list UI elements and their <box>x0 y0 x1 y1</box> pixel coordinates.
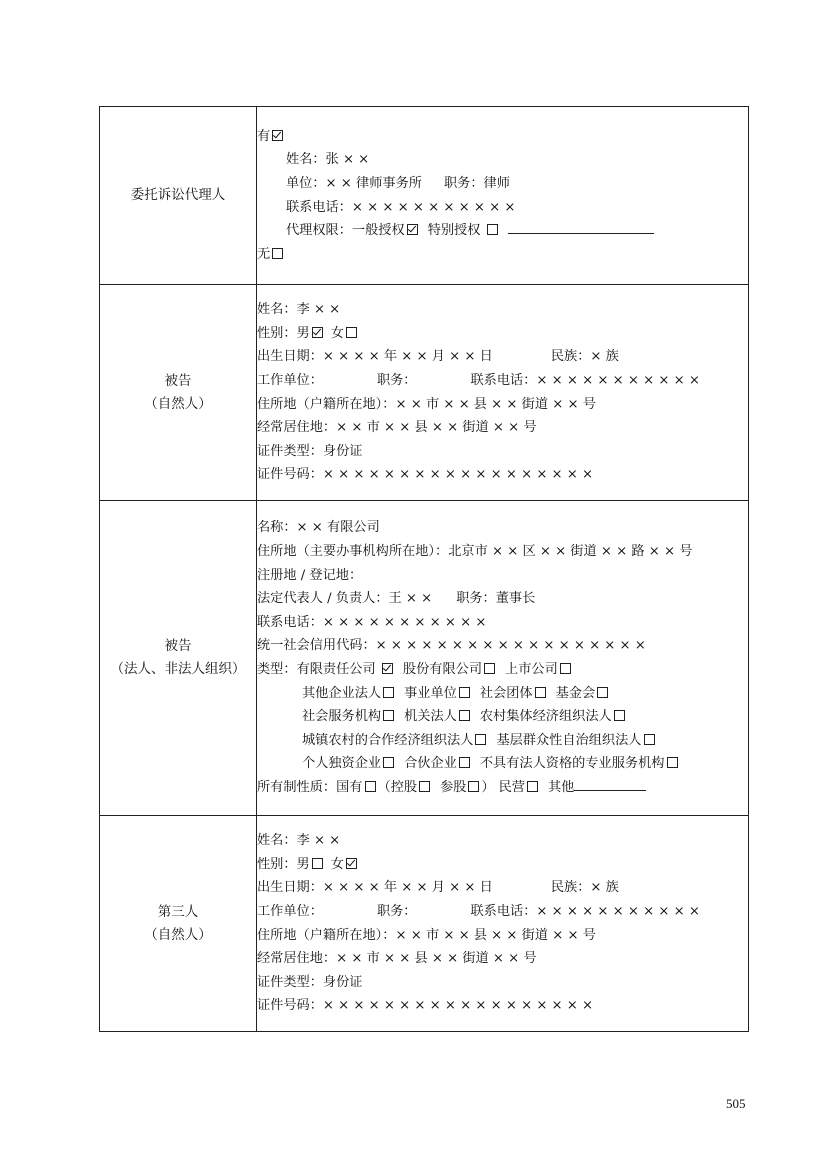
dp-work-unit: 工作单位： <box>257 372 323 388</box>
type-llc-checkbox[interactable] <box>382 663 393 674</box>
tp-name: 姓名：李 × × <box>257 833 341 849</box>
agent-label-cell <box>100 107 257 285</box>
general-authority-checkbox[interactable] <box>407 224 418 235</box>
page-number: 505 <box>726 1096 746 1111</box>
type-other-enterprise: 其他企业法人 <box>302 685 382 701</box>
private-label: 民营 <box>498 779 525 795</box>
agent-has-label: 有 <box>257 128 271 144</box>
type-partnership: 合伙企业 <box>404 756 457 772</box>
tp-position: 职务： <box>376 903 417 919</box>
type-rural-collective-checkbox[interactable] <box>614 710 625 721</box>
share-label: 参股 <box>440 779 467 795</box>
tp-domicile: 住所地（户籍所在地）：× × 市 × × 县 × × 街道 × × 号 <box>257 927 596 943</box>
tp-id-type: 证件类型：身份证 <box>257 974 363 990</box>
holding-checkbox[interactable] <box>419 781 430 792</box>
state-owned-checkbox[interactable] <box>365 781 376 792</box>
dp-position: 职务： <box>376 372 417 388</box>
tp-gender: 性别：男 <box>257 856 310 872</box>
defendant-org-row <box>100 501 749 816</box>
dp-birth: 出生日期：× × × × 年 × × 月 × × 日 <box>257 349 493 365</box>
type-rural-collective: 农村集体经济组织法人 <box>479 709 612 725</box>
type-listed: 上市公司 <box>505 662 558 677</box>
org-rep: 法定代表人 / 负责人：王 × × <box>257 591 433 607</box>
agent-phone: 联系电话：× × × × × × × × × × × <box>286 199 516 215</box>
type-public-institution: 事业单位 <box>404 685 457 701</box>
type-sole-proprietor: 个人独资企业 <box>302 756 382 772</box>
third-party-label-cell <box>100 816 257 1032</box>
dp-id-type: 证件类型：身份证 <box>257 443 363 459</box>
dp-female-label: 女 <box>330 325 344 341</box>
defendant-person-content-cell <box>257 285 749 501</box>
agent-none-checkbox[interactable] <box>272 248 283 259</box>
third-party-sublabel: （自然人） <box>144 926 212 943</box>
agent-label: 委托诉讼代理人 <box>130 187 226 203</box>
defendant-person-label-cell <box>100 285 257 501</box>
type-cooperative-checkbox[interactable] <box>475 734 486 745</box>
org-domicile: 住所地（主要办事机构所在地）：北京市 × × 区 × × 街道 × × 路 × × 号 <box>257 544 693 560</box>
type-partnership-checkbox[interactable] <box>459 757 470 768</box>
type-listed-checkbox[interactable] <box>560 663 571 674</box>
defendant-person-label: 被告 <box>164 372 192 389</box>
org-name: 名称：× × 有限公司 <box>257 520 380 536</box>
org-registered: 注册地 / 登记地： <box>257 567 363 583</box>
type-professional-service-checkbox[interactable] <box>667 757 678 768</box>
litigation-form-table <box>99 106 749 1032</box>
type-joint-stock: 股份有限公司 <box>402 662 483 677</box>
type-foundation: 基金会 <box>555 685 596 701</box>
agent-unit: 单位：× × 律师事务所 <box>286 175 422 191</box>
type-cooperative: 城镇农村的合作经济组织法人 <box>302 732 474 748</box>
ownership-prefix: 所有制性质：国有 <box>257 779 363 795</box>
other-ownership-label: 其他 <box>548 779 575 795</box>
type-sole-proprietor-checkbox[interactable] <box>383 757 394 768</box>
agent-content-cell <box>257 107 749 285</box>
other-ownership-blank[interactable] <box>574 780 646 791</box>
third-party-row <box>100 816 749 1032</box>
org-rep-position: 职务：董事长 <box>456 591 536 607</box>
type-social-service-checkbox[interactable] <box>383 710 394 721</box>
share-checkbox[interactable] <box>468 781 479 792</box>
defendant-org-label: 被告 <box>164 638 192 654</box>
agent-has-checkbox[interactable] <box>272 130 283 141</box>
org-credit-code: 统一社会信用代码：× × × × × × × × × × × × × × × × × × <box>257 638 646 654</box>
agent-none-label: 无 <box>257 246 271 262</box>
agent-authority: 代理权限：一般授权 <box>286 223 405 239</box>
type-joint-stock-checkbox[interactable] <box>484 663 495 674</box>
type-foundation-checkbox[interactable] <box>597 687 608 698</box>
defendant-person-row <box>100 285 749 501</box>
dp-gender: 性别：男 <box>257 325 310 341</box>
type-social-service: 社会服务机构 <box>302 709 382 725</box>
dp-domicile: 住所地（户籍所在地）：× × 市 × × 县 × × 街道 × × 号 <box>257 396 596 412</box>
holding-label: （控股 <box>377 779 418 795</box>
type-social-group-checkbox[interactable] <box>535 687 546 698</box>
paren-close: ） <box>481 779 495 795</box>
type-grassroots-checkbox[interactable] <box>644 734 655 745</box>
dp-phone: 联系电话：× × × × × × × × × × × <box>470 372 700 388</box>
type-llc: 有限责任公司 <box>296 662 376 677</box>
dp-female-checkbox[interactable] <box>346 327 357 338</box>
tp-id-number: 证件号码：× × × × × × × × × × × × × × × × × × <box>257 998 594 1014</box>
third-party-label: 第三人 <box>157 903 199 920</box>
tp-birth: 出生日期：× × × × 年 × × 月 × × 日 <box>257 880 493 896</box>
special-authority-label: 特别授权 <box>427 223 481 239</box>
third-party-content-cell <box>257 816 749 1032</box>
type-social-group: 社会团体 <box>479 685 533 701</box>
defendant-person-sublabel: （自然人） <box>144 395 212 412</box>
agent-position: 职务：律师 <box>443 175 510 191</box>
org-phone: 联系电话：× × × × × × × × × × × <box>257 614 487 630</box>
tp-phone: 联系电话：× × × × × × × × × × × <box>470 903 700 919</box>
agent-name: 姓名：张 × × <box>286 152 370 168</box>
type-professional-service: 不具有法人资格的专业服务机构 <box>479 756 665 772</box>
tp-work-unit: 工作单位： <box>257 903 323 919</box>
private-checkbox[interactable] <box>527 781 538 792</box>
dp-name: 姓名：李 × × <box>257 302 341 318</box>
dp-ethnicity: 民族：× 族 <box>550 349 619 365</box>
tp-male-checkbox[interactable] <box>312 858 323 869</box>
special-authority-blank[interactable] <box>508 223 654 234</box>
dp-id-number: 证件号码：× × × × × × × × × × × × × × × × × × <box>257 467 594 483</box>
org-type-prefix: 类型： <box>257 662 297 677</box>
type-other-enterprise-checkbox[interactable] <box>383 687 394 698</box>
type-grassroots: 基层群众性自治组织法人 <box>496 732 642 748</box>
dp-residence: 经常居住地：× × 市 × × 县 × × 街道 × × 号 <box>257 420 537 436</box>
defendant-org-sublabel: （法人、非法人组织） <box>110 661 246 677</box>
special-authority-checkbox[interactable] <box>487 224 498 235</box>
defendant-org-label-cell <box>100 501 257 816</box>
tp-residence: 经常居住地：× × 市 × × 县 × × 街道 × × 号 <box>257 951 537 967</box>
type-public-institution-checkbox[interactable] <box>459 687 470 698</box>
dp-male-checkbox[interactable] <box>312 327 323 338</box>
defendant-org-content-cell <box>257 501 749 816</box>
type-government-checkbox[interactable] <box>459 710 470 721</box>
type-government: 机关法人 <box>404 709 457 725</box>
agent-row <box>100 107 749 285</box>
tp-female-checkbox[interactable] <box>346 858 357 869</box>
tp-ethnicity: 民族：× 族 <box>550 880 619 896</box>
tp-female-label: 女 <box>330 856 344 872</box>
